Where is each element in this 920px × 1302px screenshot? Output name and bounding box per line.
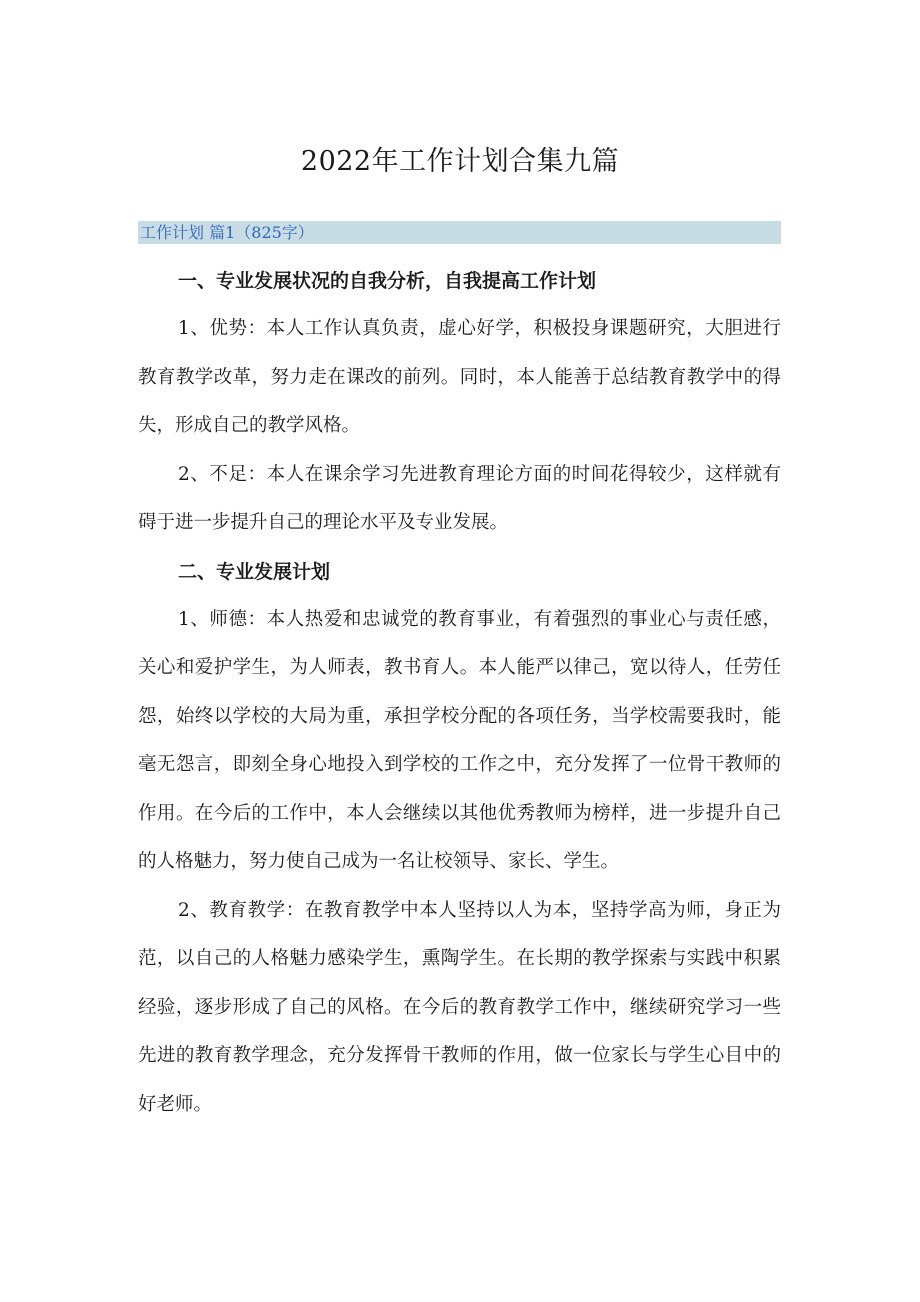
document-body [138,257,781,1129]
body-paragraph: 1、优势：本人工作认真负责，虚心好学，积极投身课题研究，大胆进行教育教学改革，努力走在课改的前列。同时，本人能善于总结教育教学中的得失，形成自己的教学风格。 [138,318,781,436]
section-heading: 一、专业发展状况的自我分析，自我提高工作计划 [178,270,597,292]
body-paragraph: 2、不足：本人在课余学习先进教育理论方面的时间花得较少，这样就有碍于进一步提升自己的理论水平及专业发展。 [138,463,781,533]
document-title: 2022年工作计划合集九篇 [300,146,620,177]
body-paragraph: 2、教育教学：在教育教学中本人坚持以人为本，坚持学高为师，身正为范，以自己的人格魅力感染学生，熏陶学生。在长期的教学探索与实践中积累经验，逐步形成了自己的风格。在今后的教育教学工作中，继续研究学习一些先进的教育教学理念，充分发挥骨干教师的作用，做一位家长与学生心目中的好老师。 [138,899,781,1115]
section-heading: 二、专业发展计划 [178,560,331,583]
body-paragraph: 1、师德：本人热爱和忠诚党的教育事业，有着强烈的事业心与责任感，关心和爱护学生，为人师表，教书育人。本人能严以律己，宽以待人，任劳任怨，始终以学校的大局为重，承担学校分配的各项任务，当学校需要我时，能毫无怨言，即刻全身心地投入到学校的工作之中，充分发挥了一位骨干教师的作用。在今后的工作中，本人会继续以其他优秀教师为榜样，进一步提升自己的人格魅力，努力使自己成为一名让校领导、家长、学生。 [138,608,781,872]
section-label: 工作计划 篇1（825字） [138,221,781,244]
